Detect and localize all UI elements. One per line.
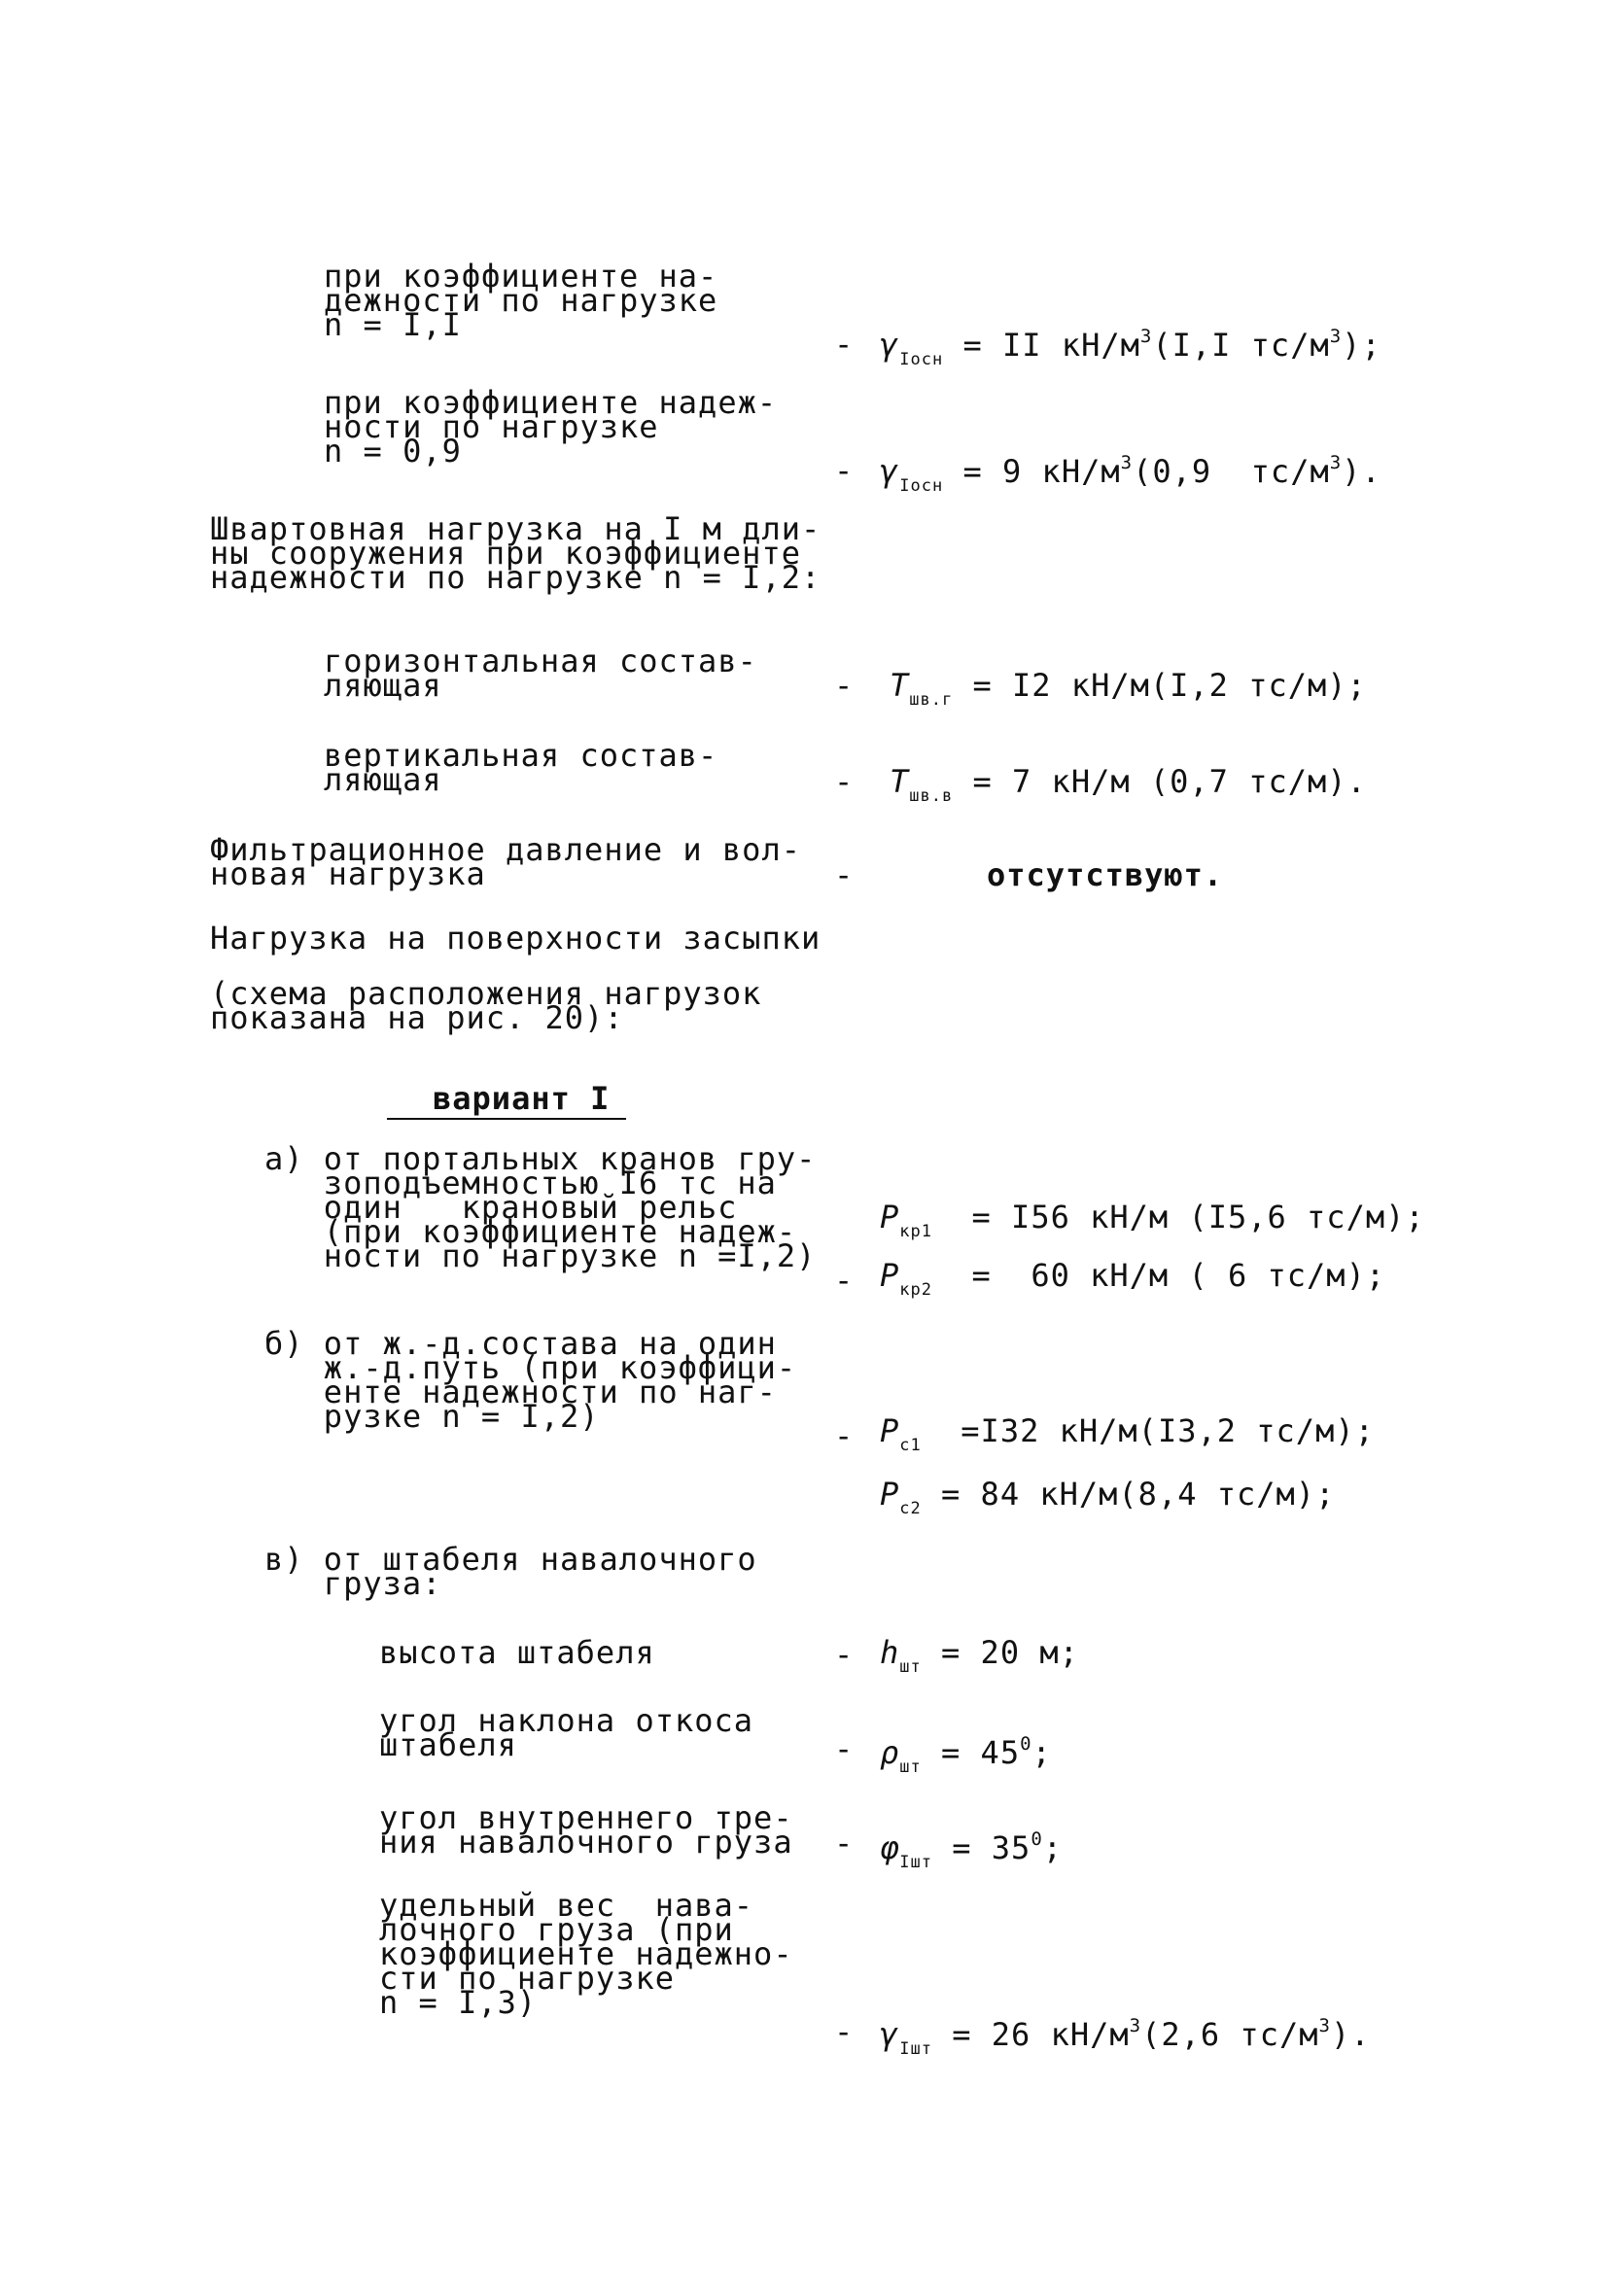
formula-gamma-2: $\gamma_{Iосн} = 9$ $кН/м^3(0,9$ $тс/м^3$).	[880, 452, 1381, 496]
dash: -	[834, 326, 854, 363]
text-slope-angle: угол наклона откоса штабеля	[379, 1702, 754, 1763]
dash: -	[834, 856, 854, 893]
text-load-scheme: (схема расположения нагрузок показана на рис. 20):	[210, 975, 762, 1036]
text-reliability-0-9: при коэффициенте надеж- ности по нагрузке n = 0,9	[324, 384, 778, 470]
dash: -	[834, 1262, 854, 1299]
formula-t-horizontal: $T_{шв.г} = I2$ кН/м(I,2 тс/м);	[890, 667, 1367, 710]
value-absent: отсутствуют.	[987, 856, 1224, 893]
dash: -	[834, 763, 854, 800]
dash: -	[834, 1636, 854, 1673]
text-backfill-load: Нагрузка на поверхности засыпки	[210, 920, 821, 957]
dash: -	[834, 1417, 854, 1454]
formula-gamma-stack: $\gamma_{Iшт} = 26$ $кН/м^3(2,6$ $тс/м^3$).	[880, 2015, 1371, 2059]
heading-underline	[387, 1118, 626, 1120]
text-stack-height: высота штабеля	[379, 1634, 655, 1671]
formula-p-c2: $P_{c2} = 84$ кН/м(8,4 тс/м);	[880, 1476, 1336, 1518]
formula-p-kr2: $P_{кр2} = 60$ кН/м ( 6 тс/м);	[880, 1257, 1386, 1300]
dash: -	[834, 2013, 854, 2050]
dash: -	[834, 667, 854, 704]
dash: -	[834, 1825, 854, 1861]
dash: -	[834, 452, 854, 489]
formula-p-c1: $P_{c1} =I32$ кН/м(I3,2 тс/м);	[880, 1412, 1375, 1455]
text-portal-cranes: а) от портальных кранов гру- зоподъемностью I6 тс на один крановый рельс (при коэффициенте надеж- ности по нагрузке n =I,2)	[264, 1140, 817, 1274]
formula-t-vertical: $T_{шв.в} = 7$ кН/м (0,7 тс/м).	[890, 763, 1367, 806]
text-unit-weight: удельный вес нава- лочного груза (при коэффициенте надежно- сти по нагрузке n = I,3)	[379, 1887, 793, 2021]
text-friction-angle: угол внутреннего тре- ния навалочного груза	[379, 1799, 793, 1861]
formula-gamma-1: $\gamma_{Iосн}$ = II $кН/м^3(I,I$ $тс/м^3$);	[880, 326, 1381, 369]
text-railway-train: б) от ж.-д.состава на один ж.-д.путь (при коэффици- енте надежности по наг- рузке n = I,2)	[264, 1325, 797, 1435]
text-filtration-pressure: Фильтрационное давление и вол- новая нагрузка	[210, 831, 801, 892]
text-bulk-stack: в) от штабеля навалочного груза:	[264, 1541, 757, 1602]
text-mooring-load: Швартовная нагрузка на I м дли- ны сооружения при коэффициенте надежности по нагрузке n = I,2:	[210, 510, 821, 596]
heading-variant: вариант I	[433, 1080, 611, 1117]
text-vertical-component: вертикальная состав- ляющая	[324, 737, 718, 798]
dash: -	[834, 1730, 854, 1767]
formula-rho-stack: $\rho_{шт} = 45^0$;	[880, 1733, 1052, 1777]
formula-h-stack: $h_{шт} = 20$ м;	[880, 1634, 1079, 1677]
formula-p-kr1: $P_{кр1} = I56$ кН/м (I5,6 тс/м);	[880, 1199, 1425, 1241]
text-horizontal-component: горизонтальная состав- ляющая	[324, 643, 757, 704]
formula-phi-stack: $\varphi_{Iшт} = 35^0$;	[880, 1828, 1064, 1872]
text-reliability-1-1: при коэффициенте на- дежности по нагрузке n = I,I	[324, 258, 718, 343]
